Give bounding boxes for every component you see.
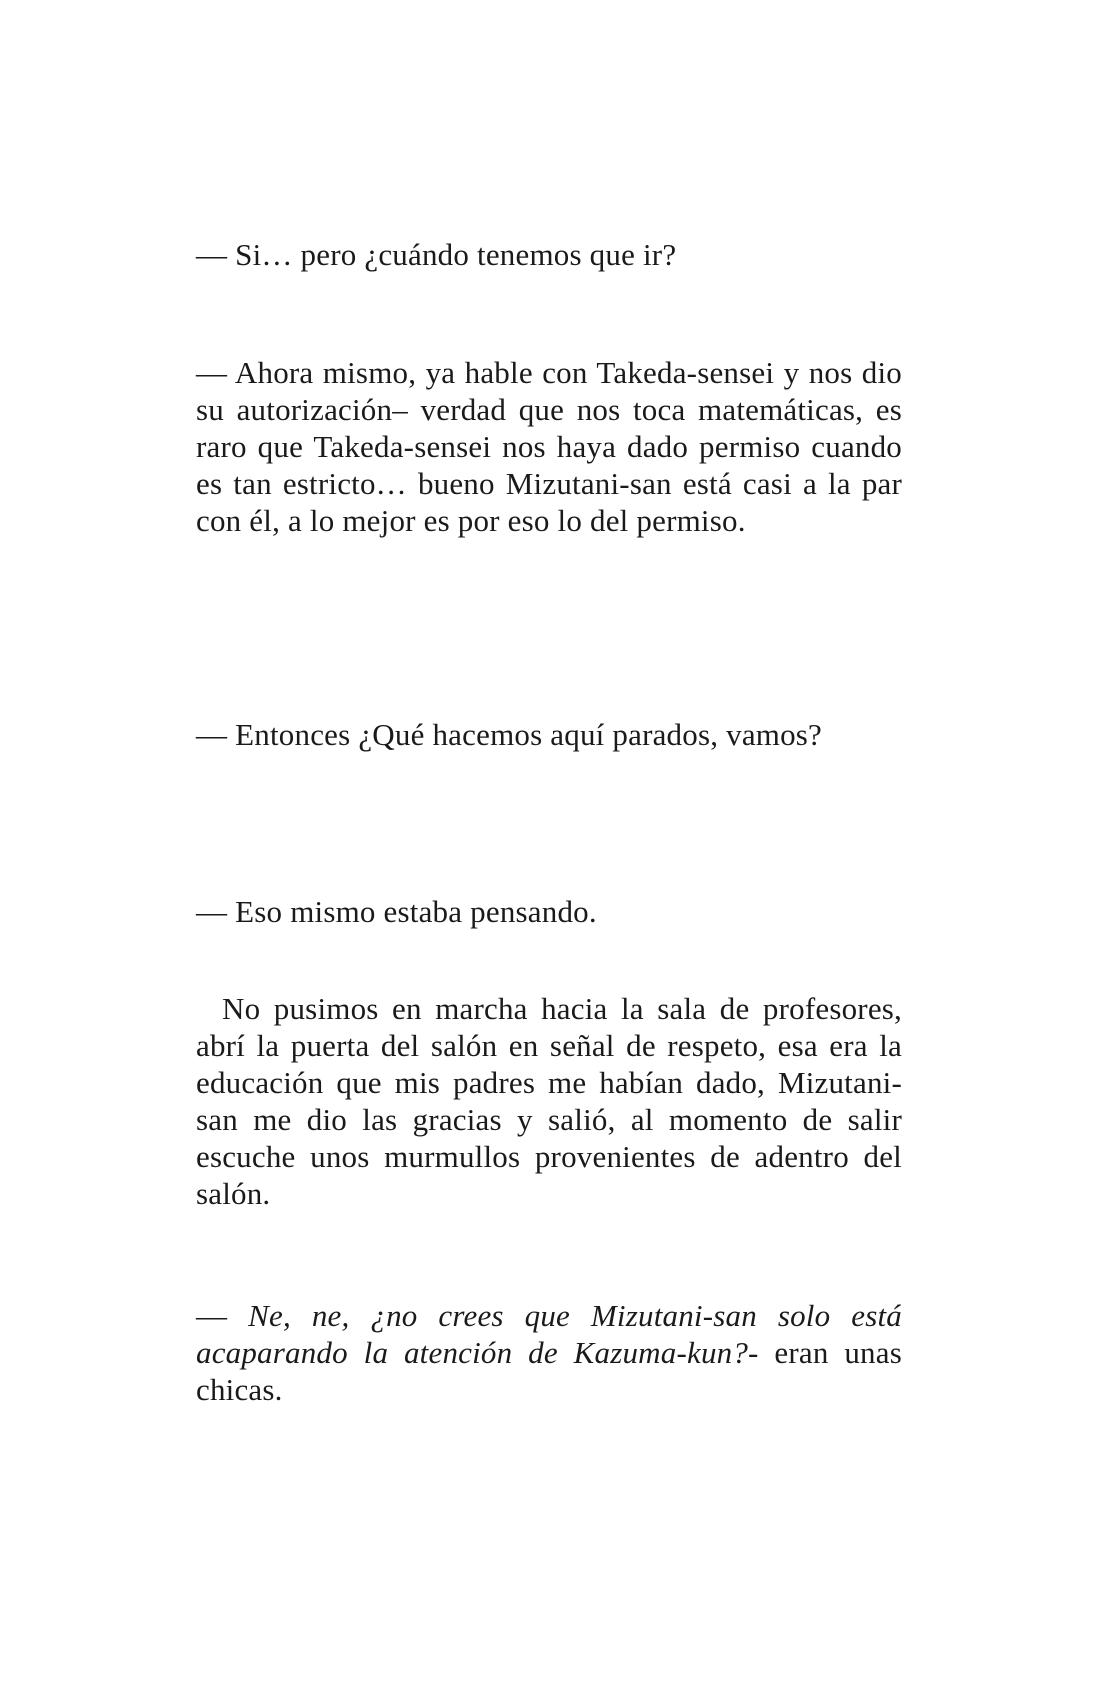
narration-paragraph: No pusimos en marcha hacia la sala de profesores, abrí la puerta del salón en señal de respeto, esa era la educación que mis padres me habían dado, Mizutani-san me dio las gracias y salió, al momento de salir escuche unos murmullos provenientes de adentro del salón. xyxy=(196,991,902,1211)
dialogue-italic-text: Ne, ne, ¿no crees que Mizutani-san solo está acaparando la atención de Kazuma-kun? xyxy=(196,1298,902,1370)
dialogue-paragraph: — Ahora mismo, ya hable con Takeda-sensei y nos dio su autorización– verdad que nos toca matemáticas, es raro que Takeda-sensei nos haya dado permiso cuando es tan estricto… bueno Mizutani-san está casi a la par con él, a lo mejor es por eso lo del permiso. xyxy=(196,355,902,538)
dialogue-tail: - eran unas chicas. xyxy=(196,1335,902,1407)
dialogue-line: — Eso mismo estaba pensando. xyxy=(196,894,597,929)
dialogue-dash: — xyxy=(196,1298,249,1333)
dialogue-line: — Si… pero ¿cuándo tenemos que ir? xyxy=(196,237,677,272)
dialogue-paragraph xyxy=(196,1297,902,1408)
dialogue-line: — Entonces ¿Qué hacemos aquí parados, vamos? xyxy=(196,717,823,752)
